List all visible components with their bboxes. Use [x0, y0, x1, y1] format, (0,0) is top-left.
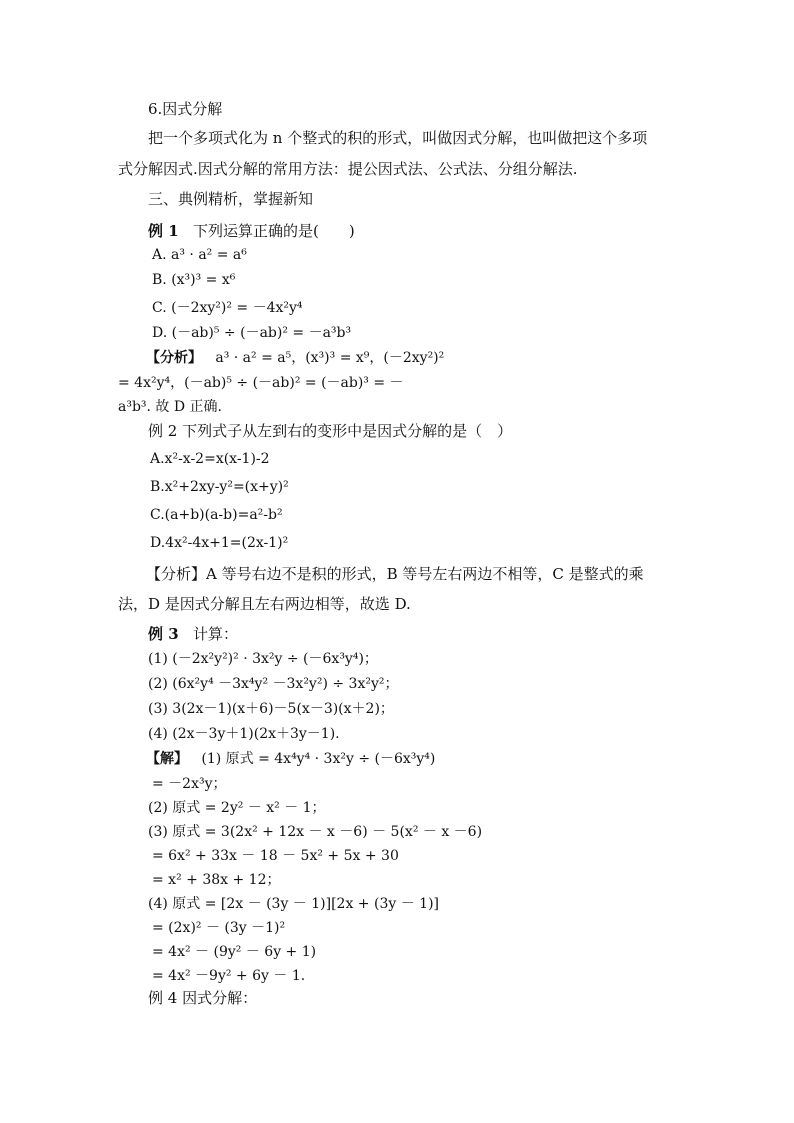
option-d: D. (－ab)⁵ ÷ (－ab)² = －a³b³ — [152, 325, 352, 341]
solution-tag: 【解】 — [146, 751, 188, 767]
analysis-line — [146, 347, 444, 367]
problem-item: (2) (6x²y⁴ －3x⁴y² －3x²y²) ÷ 3x²y²； — [148, 676, 399, 692]
solution-line: = －2x³y； — [152, 776, 227, 792]
analysis-line: 【分析】A 等号右边不是积的形式，B 等号左右两边不相等，C 是整式的乘 — [146, 565, 644, 583]
question-text: 下列运算正确的是( ) — [192, 222, 355, 240]
solution-line: = 4x² － (9y² － 6y + 1) — [152, 944, 317, 960]
solution-text: (1) 原式 = 4x⁴y⁴ · 3x²y ÷ (－6x³y⁴) — [201, 751, 436, 767]
solution-line: (2) 原式 = 2y² － x² － 1； — [148, 800, 326, 816]
option-b: B.x²+2xy-y²=(x+y)² — [150, 479, 289, 495]
analysis-line: a³b³. 故 D 正确. — [118, 399, 223, 415]
example-3-stem — [148, 623, 238, 644]
paragraph-line: 式分解因式.因式分解的常用方法：提公因式法、公式法、分组分解法. — [118, 160, 578, 178]
option-d: D.4x²-4x+1=(2x-1)² — [150, 535, 289, 551]
solution-line: = x² + 38x + 12； — [152, 872, 281, 888]
solution-line — [146, 748, 435, 768]
paragraph-line: 把一个多项式化为 n 个整式的积的形式，叫做因式分解，也叫做把这个多项 — [148, 129, 648, 147]
option-b: B. (x³)³ = x⁶ — [152, 272, 236, 288]
question-text: 计算： — [192, 625, 238, 643]
section-title: 6.因式分解 — [148, 100, 223, 118]
analysis-line: = 4x²y⁴，(－ab)⁵ ÷ (－ab)² = (－ab)³ = － — [118, 375, 404, 391]
problem-item: (3) 3(2x－1)(x＋6)－5(x－3)(x＋2)； — [148, 701, 394, 717]
example-1-stem — [148, 220, 355, 241]
solution-line: (4) 原式 = [2x － (3y － 1)][2x + (3y － 1)] — [148, 896, 439, 912]
example-2-stem: 例 2 下列式子从左到右的变形中是因式分解的是（ ） — [148, 422, 513, 440]
example-label: 例 1 — [148, 222, 179, 240]
analysis-line: 法，D 是因式分解且左右两边相等，故选 D. — [118, 595, 411, 613]
option-a: A. a³ · a² = a⁶ — [152, 247, 247, 263]
analysis-tag: 【分析】 — [146, 350, 202, 366]
option-a: A.x²-x-2=x(x-1)-2 — [150, 451, 270, 467]
solution-line: = (2x)² － (3y －1)² — [152, 920, 286, 936]
section-heading: 三、典例精析，掌握新知 — [148, 190, 314, 208]
solution-line: (3) 原式 = 3(2x² + 12x － x －6) － 5(x² － x －6) — [148, 824, 483, 840]
example-4-stem: 例 4 因式分解： — [148, 989, 258, 1007]
solution-line: = 4x² －9y² + 6y － 1. — [152, 968, 306, 984]
problem-item: (1) (－2x²y²)² · 3x²y ÷ (－6x³y⁴)； — [148, 651, 378, 667]
solution-line: = 6x² + 33x － 18 － 5x² + 5x + 30 — [152, 848, 399, 864]
analysis-text: a³ · a² = a⁵，(x³)³ = x⁹，(－2xy²)² — [215, 350, 445, 366]
option-c: C. (－2xy²)² = －4x²y⁴ — [152, 300, 303, 316]
example-label: 例 3 — [148, 625, 179, 643]
problem-item: (4) (2x－3y＋1)(2x＋3y－1). — [148, 726, 340, 742]
option-c: C.(a+b)(a-b)=a²-b² — [150, 507, 283, 523]
